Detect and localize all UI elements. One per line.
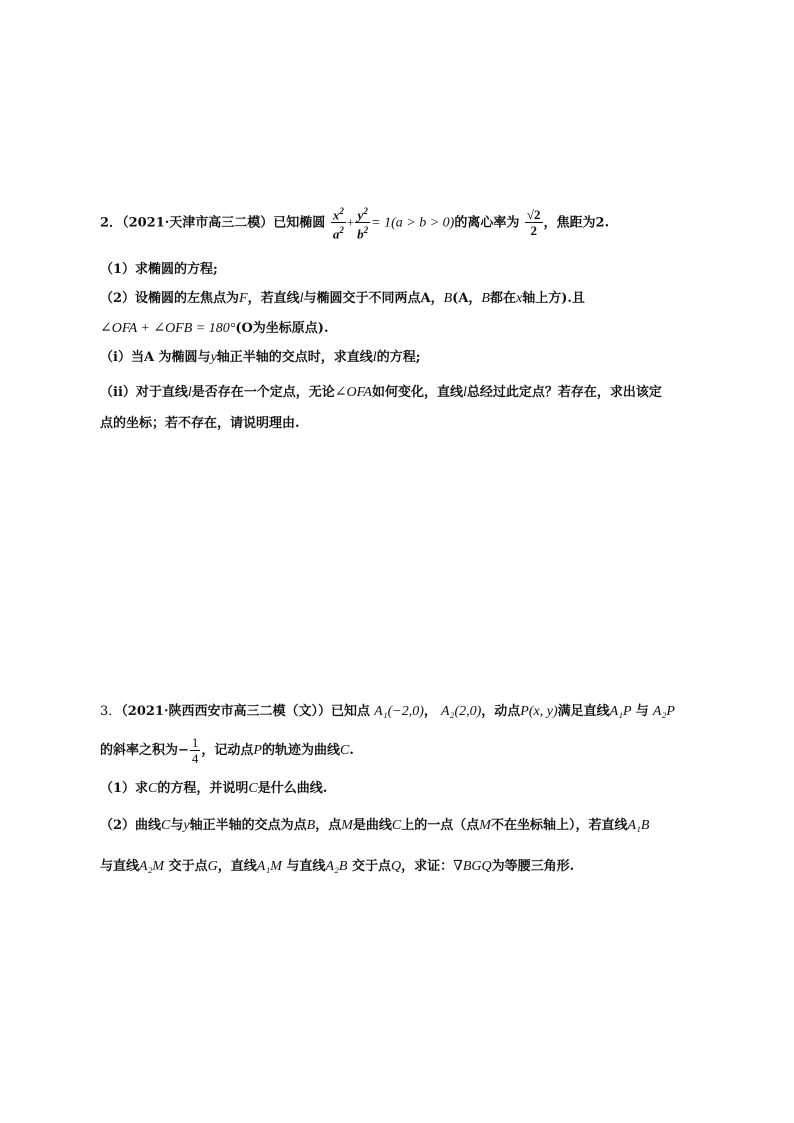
q2-part-1: （1）求椭圆的方程; [100, 262, 218, 277]
q2-sub-ii-cont: 点的坐标；若不存在，请说明理由. [100, 416, 300, 431]
q2-part-2: （2）设椭圆的左焦点为F，若直线l与椭圆交于不同两点A，B(A，B都在x轴上方).且 [100, 291, 585, 306]
q2-sub-i: （i）当A 为椭圆与y轴正半轴的交点时，求直线l的方程; [100, 350, 421, 365]
q2-equation-rest: = 1(a > b > 0) [371, 215, 455, 231]
q3-part-1: （1）求C的方程，并说明C是什么曲线. [100, 781, 328, 796]
q3-part-2-cont: 与直线A₂M 交于点G，直线A₁M 与直线A₂B 交于点Q，求证：∇BGQ为等腰三角形. [100, 859, 575, 874]
q2-number: 2 [100, 215, 110, 231]
q2-sub-ii: （ii）对于直线l是否存在一个定点，无论∠OFA如何变化，直线l总经过此定点？若存在，求出该定 [100, 385, 662, 400]
q2-frac-y: $\frac{y^2}{b^2}$ [357, 206, 369, 242]
q2-frac-x: $\frac{x^2}{a^2}$ [332, 206, 344, 242]
q3-line-2: 的斜率之积为− $\frac{1}{4}$ ，记动点P的轨迹为曲线C. [100, 735, 354, 766]
q3-number: 3 [100, 704, 109, 719]
q2-angle-condition: ∠OFA + ∠OFB = 180°(O为坐标原点). [100, 321, 329, 336]
q3-part-2: （2）曲线C与y轴正半轴的交点为点B，点M是曲线C上的一点（点M不在坐标轴上），若直线A₁B [100, 818, 650, 833]
q3-stem: 3．（2021·陕西西安市高三二模（文））已知点 A₁(−2,0)， A₂(2,0)，动点P(x, y)满足直线A₁P 与 A₂P [100, 704, 675, 719]
q3-source: （2021·陕西西安市高三二模（文）） [121, 704, 332, 719]
q2-eccentricity: $\frac{√2}{2}$ [526, 207, 541, 239]
q3-slope-product: $\frac{1}{4}$ [191, 735, 199, 766]
q2-source: （2021·天津市高三二模） [122, 215, 274, 231]
q2-stem: 2．（2021·天津市高三二模）已知椭圆 $\frac{x^2}{a^2}$ + $\frac{y^2}{b^2}$ = 1(a > b > 0)的离心率为 $\frac{√2}{2}$ ，焦距为2. [100, 206, 610, 242]
